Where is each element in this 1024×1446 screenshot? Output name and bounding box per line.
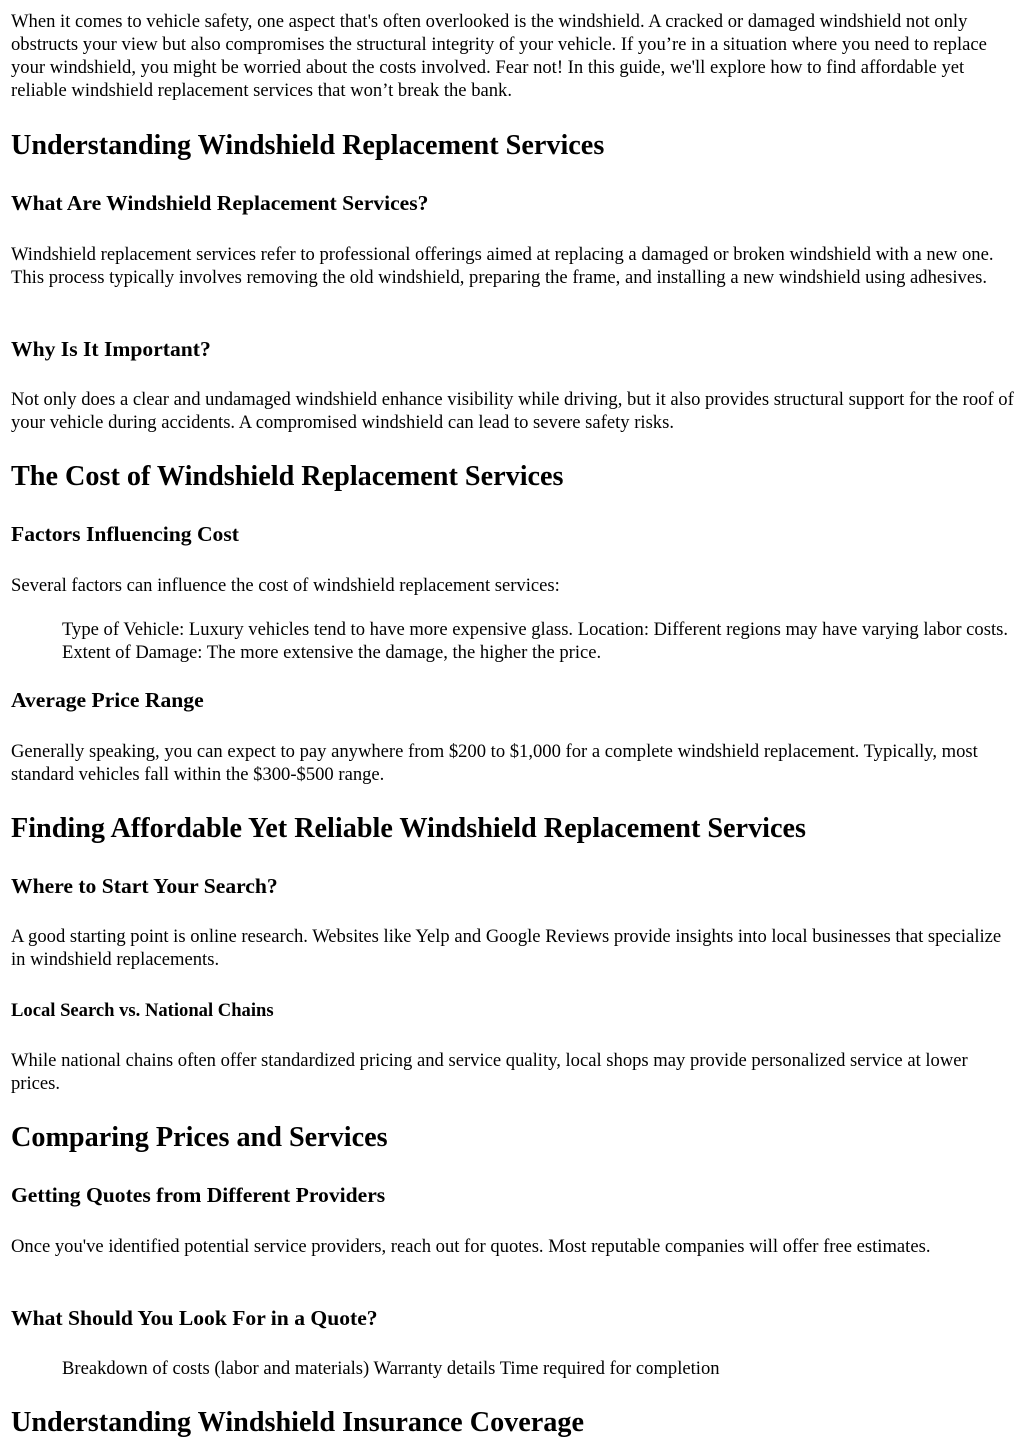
heading-factors: Factors Influencing Cost	[11, 522, 239, 546]
paragraph-factors: Several factors can influence the cost of windshield replacement services:	[11, 575, 560, 596]
heading-comparing: Comparing Prices and Services	[11, 1122, 388, 1153]
heading-finding-affordable: Finding Affordable Yet Reliable Windshield Replacement Services	[11, 813, 806, 844]
heading-why-important: Why Is It Important?	[11, 337, 211, 361]
paragraph-what-are-services: Windshield replacement services refer to professional offerings aimed at replacing a damaged or broken windshield with a new one. This process typically involves removing the old windshield, preparing the frame, and installing a new windshield using adhesives.	[11, 244, 994, 288]
heading-understanding-services: Understanding Windshield Replacement Services	[11, 130, 605, 161]
heading-what-are-services: What Are Windshield Replacement Services?	[11, 191, 429, 215]
paragraph-local-vs-national: While national chains often offer standardized pricing and service quality, local shops may provide personalized service at lower prices.	[11, 1050, 968, 1094]
intro-paragraph: When it comes to vehicle safety, one aspect that's often overlooked is the windshield. A cracked or damaged windshield not only obstructs your view but also compromises the structural integrity of your vehicle. If you’re in a situation where you need to replace your windshield, you might be worried about the costs involved. Fear not! In this guide, we'll explore how to find affordable yet reliable windshield replacement services that won’t break the bank.	[11, 11, 987, 101]
heading-where-start: Where to Start Your Search?	[11, 874, 278, 898]
paragraph-getting-quotes: Once you've identified potential service providers, reach out for quotes. Most reputable companies will offer free estimates.	[11, 1236, 931, 1257]
heading-insurance-coverage: Understanding Windshield Insurance Coverage	[11, 1407, 584, 1438]
heading-look-for-quote: What Should You Look For in a Quote?	[11, 1306, 378, 1330]
blockquote-factors: Type of Vehicle: Luxury vehicles tend to have more expensive glass. Location: Different regions may have varying labor costs. Extent of Damage: The more extensive the damage, the higher the price.	[62, 619, 1009, 663]
blockquote-look-for-quote: Breakdown of costs (labor and materials) Warranty details Time required for completion	[62, 1358, 720, 1379]
heading-average-price: Average Price Range	[11, 688, 204, 712]
paragraph-average-price: Generally speaking, you can expect to pay anywhere from $200 to $1,000 for a complete windshield replacement. Typically, most standard vehicles fall within the $300-$500 range.	[11, 741, 978, 785]
heading-getting-quotes: Getting Quotes from Different Providers	[11, 1183, 386, 1207]
paragraph-where-start: A good starting point is online research. Websites like Yelp and Google Reviews provide insights into local businesses that specialize in windshield replacements.	[11, 926, 1002, 970]
heading-cost: The Cost of Windshield Replacement Services	[11, 461, 564, 492]
heading-local-vs-national: Local Search vs. National Chains	[11, 1000, 274, 1021]
paragraph-why-important: Not only does a clear and undamaged windshield enhance visibility while driving, but it also provides structural support for the roof of your vehicle during accidents. A compromised windshield can lead to severe safety risks.	[11, 389, 1014, 433]
